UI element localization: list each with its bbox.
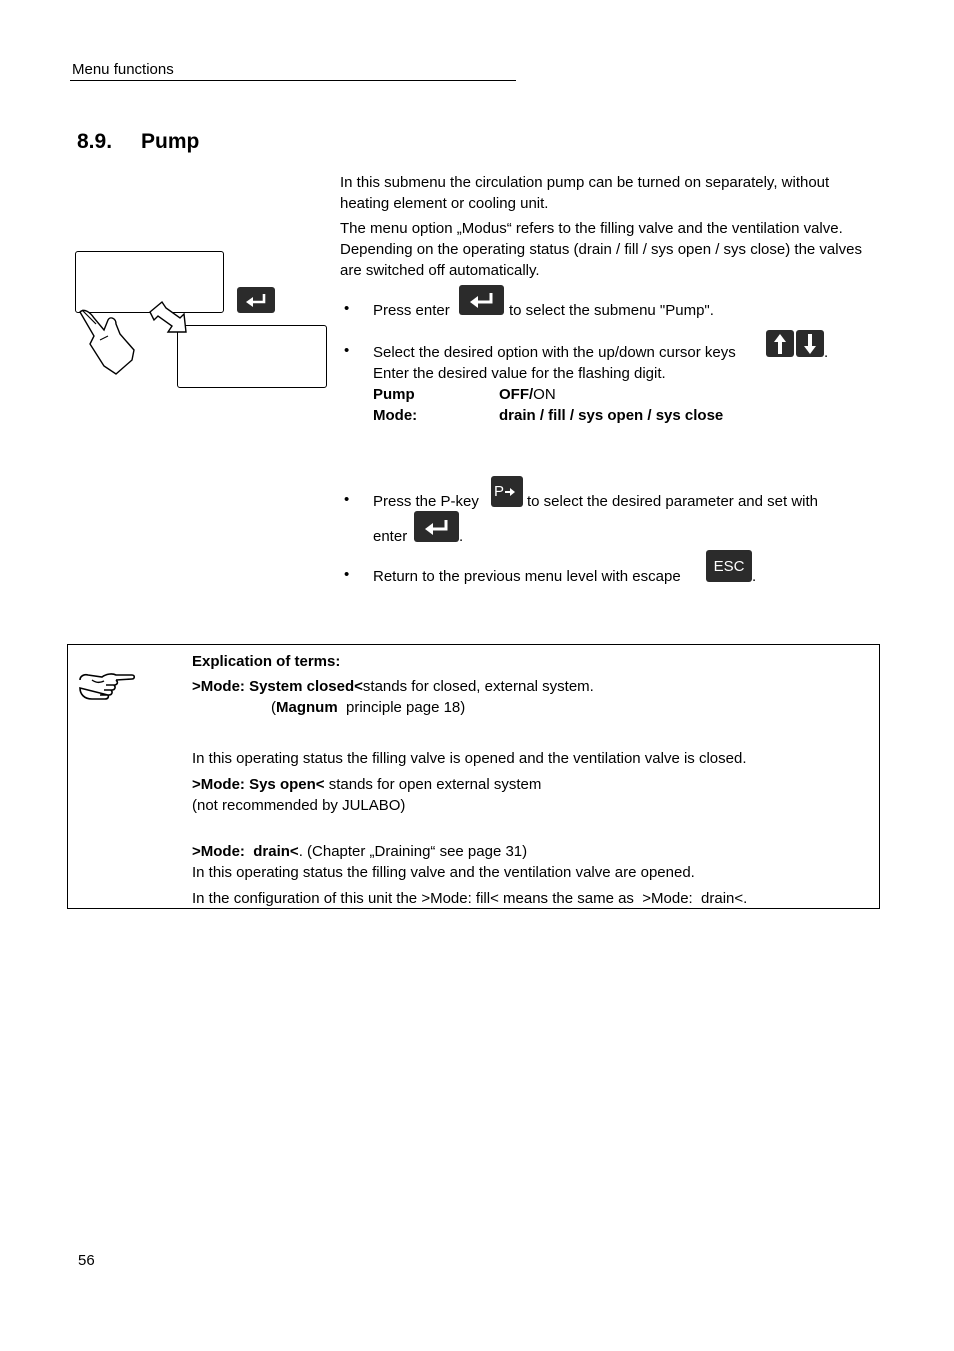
step-3-line-2: enter: [373, 528, 408, 545]
note-line-3: In this operating status the filling valve is opened and the ventilation valve is closed.: [192, 750, 747, 767]
note-line-8: In the configuration of this unit the >Mode: fill< means the same as >Mode: drain<.: [192, 890, 748, 907]
step-1-text: Press enter: [373, 302, 450, 319]
note-line-4: >Mode: Sys open< stands for open external system: [192, 776, 542, 793]
enter-icon: [243, 292, 269, 308]
option-mode-value: drain / fill / sys open / sys close: [499, 407, 724, 424]
step-2-line-2: Enter the desired value for the flashing digit.: [373, 365, 666, 382]
section-title: Pump: [141, 130, 200, 153]
step-1-text-after: to select the submenu "Pump".: [509, 302, 714, 319]
section-heading: [77, 130, 199, 154]
enter-icon: [422, 518, 452, 536]
down-cursor-key: [796, 330, 824, 357]
esc-key: ESC: [706, 550, 752, 582]
bullet: •: [344, 342, 350, 359]
option-mode-label: Mode:: [373, 407, 418, 424]
arrow-down-icon: [803, 333, 817, 355]
step-3-line-2-after: .: [459, 528, 464, 545]
bullet: •: [344, 300, 350, 317]
step-4-text: Return to the previous menu level with escape: [373, 568, 681, 585]
step-3-text-after: to select the desired parameter and set with: [527, 493, 818, 510]
enter-key-illustration: [237, 287, 275, 313]
p-key: P: [491, 476, 523, 507]
note-heading: Explication of terms:: [192, 653, 341, 670]
step-2-text-after: .: [824, 344, 829, 361]
step-4-text-after: .: [752, 568, 757, 585]
note-line-7: In this operating status the filling valve and the ventilation valve are opened.: [192, 864, 695, 881]
pointing-hand-icon: [76, 300, 196, 380]
enter-key: [414, 511, 459, 542]
page-number: 56: [78, 1252, 95, 1269]
note-line-6: >Mode: drain<. (Chapter „Draining“ see page 31): [192, 843, 528, 860]
pointing-finger-note-icon: [78, 670, 136, 702]
bullet: •: [344, 566, 350, 583]
intro-paragraph-2: The menu option „Modus“ refers to the filling valve and the ventilation valve. Depending on the operating status (drain / fill / sys open / sys close) the valves are switched off automatically.: [340, 220, 862, 279]
option-pump-value: OFF/ON: [499, 386, 556, 403]
step-3-text: Press the P-key: [373, 493, 479, 510]
option-pump-label: Pump: [373, 386, 415, 403]
header-rule: [70, 80, 516, 81]
enter-icon: [467, 291, 497, 309]
section-number: 8.9.: [77, 130, 113, 153]
display-window-sub: [177, 325, 327, 388]
note-line-2: (Magnum principle page 18): [271, 699, 466, 716]
note-line-1: >Mode: System closed<stands for closed, external system.: [192, 678, 594, 695]
up-cursor-key: [766, 330, 794, 357]
arrow-up-icon: [773, 333, 787, 355]
enter-key: [459, 285, 504, 315]
bullet: •: [344, 491, 350, 508]
arrow-right-icon: [504, 487, 516, 497]
note-line-5: (not recommended by JULABO): [192, 797, 406, 814]
intro-paragraph-1: In this submenu the circulation pump can be turned on separately, without heating element or cooling unit.: [340, 174, 830, 212]
step-2-text: Select the desired option with the up/down cursor keys: [373, 344, 736, 361]
running-header: Menu functions: [72, 61, 174, 78]
